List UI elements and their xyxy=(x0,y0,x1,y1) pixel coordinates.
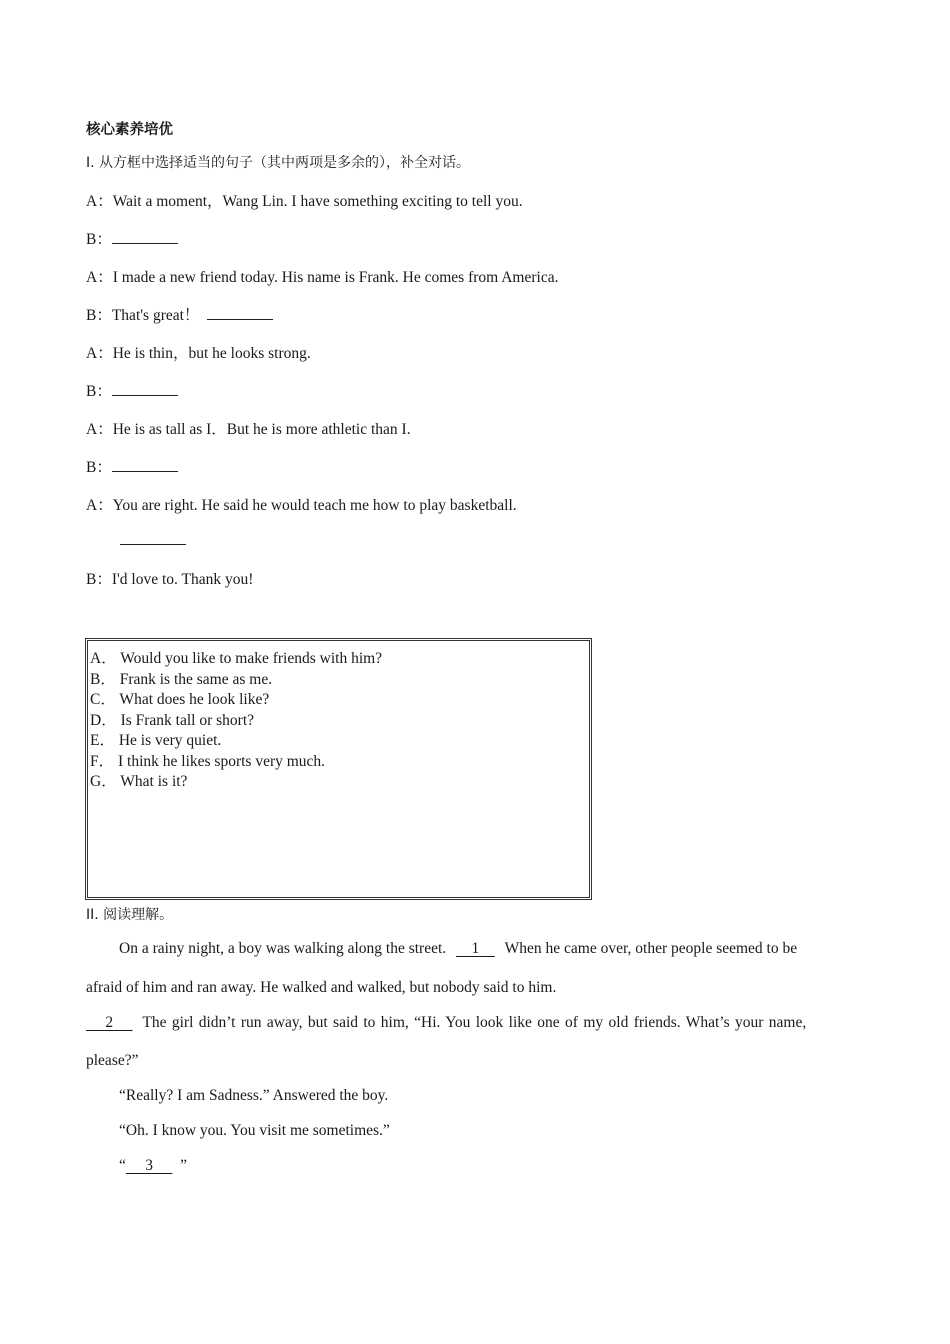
blank-number: 1 xyxy=(471,940,480,957)
line-text: Wait a moment，Wang Lin. I have something exciting to tell you. xyxy=(112,193,523,210)
reading-blank-1[interactable] xyxy=(456,940,495,957)
line-text: You are right. He said he would teach me how to play basketball. xyxy=(112,497,517,514)
speaker: B： xyxy=(86,459,112,476)
line-text: He is thin，but he looks strong. xyxy=(112,345,311,362)
reading-p5 xyxy=(119,1157,187,1175)
option-c: C． What does he look like? xyxy=(90,691,270,708)
reading-p3: “Really? I am Sadness.” Answered the boy. xyxy=(119,1087,389,1104)
reading-p1-line1 xyxy=(119,940,797,958)
reading-text: On a rainy night, a boy was walking along the street. xyxy=(119,940,447,957)
option-a: A． Would you like to make friends with him? xyxy=(90,650,383,667)
quote-close: ” xyxy=(180,1157,188,1174)
line-text: That's great！ xyxy=(111,307,200,324)
option-f: F． I think he likes sports very much. xyxy=(90,753,326,770)
blank-number: 3 xyxy=(145,1157,154,1174)
line-text: I made a new friend today. His name is Frank. He comes from America. xyxy=(112,269,559,286)
option-d: D． Is Frank tall or short? xyxy=(90,712,255,729)
dialogue-line-9b xyxy=(120,530,186,550)
reading-p2-line2: please?” xyxy=(86,1052,139,1069)
speaker: A： xyxy=(86,497,113,514)
answer-blank[interactable] xyxy=(112,381,178,396)
dialogue-line-8 xyxy=(86,455,178,477)
reading-p4: “Oh. I know you. You visit me sometimes.” xyxy=(119,1122,390,1139)
blank-number: 2 xyxy=(105,1014,114,1031)
speaker: A： xyxy=(86,269,113,286)
options-box xyxy=(85,638,592,900)
speaker: B： xyxy=(86,383,112,400)
dialogue-line-9 xyxy=(86,493,517,515)
dialogue-line-6 xyxy=(86,379,178,401)
dialogue-line-2 xyxy=(86,227,178,249)
line-text: He is as tall as I．But he is more athletic than I. xyxy=(112,421,411,438)
reading-text: The girl didn’t run away, but said to him, “Hi. You look like one of my old friends. What’s your name, xyxy=(142,1014,807,1031)
answer-blank[interactable] xyxy=(207,305,273,320)
answer-blank[interactable] xyxy=(120,530,186,545)
part2-instruction: II. 阅读理解。 xyxy=(86,907,174,923)
dialogue-line-4 xyxy=(86,303,273,325)
speaker: B： xyxy=(86,307,112,324)
speaker: A： xyxy=(86,421,113,438)
option-b: B． Frank is the same as me. xyxy=(90,671,273,688)
dialogue-line-7 xyxy=(86,417,411,439)
dialogue-line-10 xyxy=(86,567,253,589)
dialogue-line-1 xyxy=(86,189,523,211)
reading-blank-2[interactable] xyxy=(86,1014,133,1031)
speaker: A： xyxy=(86,193,113,210)
speaker: A： xyxy=(86,345,113,362)
section-title: 核心素养培优 xyxy=(86,122,173,138)
reading-blank-3[interactable] xyxy=(126,1157,173,1174)
reading-text: When he came over, other people seemed to be xyxy=(504,940,798,957)
option-g: G． What is it? xyxy=(90,773,188,790)
reading-p1-line2: afraid of him and ran away. He walked and walked, but nobody said to him. xyxy=(86,979,557,996)
dialogue-line-3 xyxy=(86,265,558,287)
speaker: B： xyxy=(86,231,112,248)
quote-open: “ xyxy=(119,1157,126,1174)
line-text: I'd love to. Thank you! xyxy=(111,571,254,588)
part1-instruction: I. 从方框中选择适当的句子（其中两项是多余的），补全对话。 xyxy=(86,155,471,171)
option-e: E． He is very quiet. xyxy=(90,732,222,749)
speaker: B： xyxy=(86,571,112,588)
dialogue-line-5 xyxy=(86,341,311,363)
answer-blank[interactable] xyxy=(112,457,178,472)
answer-blank[interactable] xyxy=(112,229,178,244)
reading-p2-line1 xyxy=(86,1014,806,1032)
